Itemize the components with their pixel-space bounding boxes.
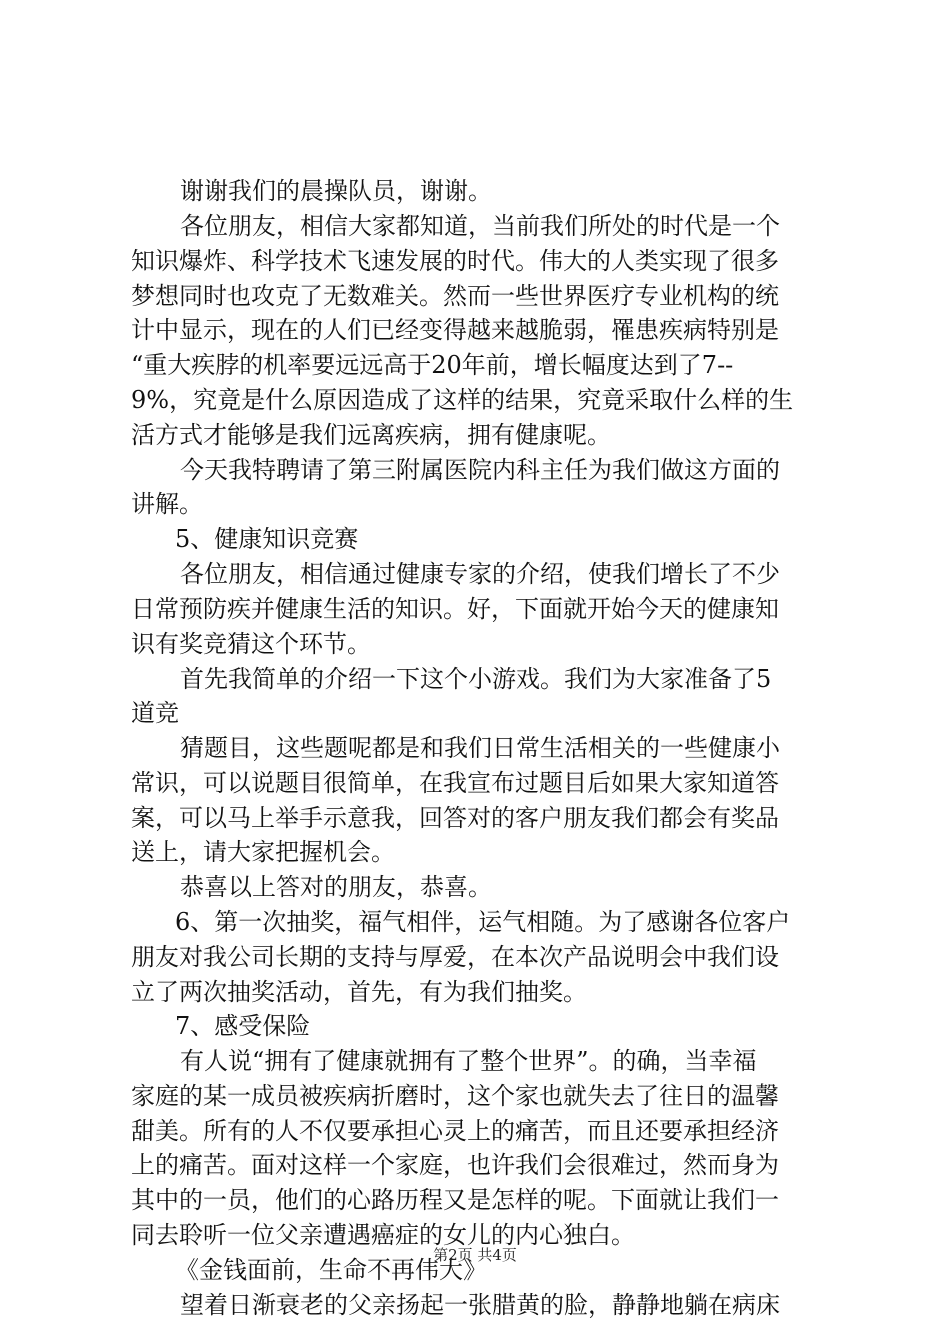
paragraph-line: 其中的一员，他们的心路历程又是怎样的呢。下面就让我们一 bbox=[131, 1186, 779, 1214]
paragraph-line: 甜美。所有的人不仅要承担心灵上的痛苦，而且还要承担经济 bbox=[131, 1117, 779, 1145]
paragraph-line: 今天我特聘请了第三附属医院内科主任为我们做这方面的 bbox=[180, 456, 780, 484]
paragraph-line: 送上，请大家把握机会。 bbox=[131, 838, 395, 866]
paragraph-line: 各位朋友，相信大家都知道，当前我们所处的时代是一个 bbox=[180, 212, 780, 240]
paragraph-line: 案，可以马上举手示意我，回答对的客户朋友我们都会有奖品 bbox=[131, 804, 779, 832]
paragraph-line: 6、第一次抽奖，福气相伴，运气相随。为了感谢各位客户 bbox=[175, 908, 791, 936]
paragraph-line: 谢谢我们的晨操队员，谢谢。 bbox=[180, 177, 492, 205]
paragraph-line: 上的痛苦。面对这样一个家庭，也许我们会很难过，然而身为 bbox=[131, 1151, 779, 1179]
section-heading: 5、健康知识竞赛 bbox=[175, 525, 359, 553]
paragraph-line: 活方式才能够是我们远离疾病，拥有健康呢。 bbox=[131, 421, 611, 449]
paragraph-line: 日常预防疾并健康生活的知识。好，下面就开始今天的健康知 bbox=[131, 595, 779, 623]
page-number-label: 第2页 共4页 bbox=[433, 1246, 517, 1264]
paragraph-line: 各位朋友，相信通过健康专家的介绍，使我们增长了不少 bbox=[180, 560, 780, 588]
paragraph-line: 恭喜以上答对的朋友，恭喜。 bbox=[180, 873, 492, 901]
paragraph-line: 9%，究竟是什么原因造成了这样的结果，究竟采取什么样的生 bbox=[131, 386, 794, 414]
paragraph-line: 家庭的某一成员被疾病折磨时，这个家也就失去了往日的温馨 bbox=[131, 1082, 779, 1110]
paragraph-line: 讲解。 bbox=[131, 490, 203, 518]
article-title: 《金钱面前，生命不再伟大》 bbox=[175, 1256, 487, 1284]
paragraph-line: 望着日渐衰老的父亲扬起一张腊黄的脸，静静地躺在病床 bbox=[180, 1291, 780, 1319]
paragraph-line: 道竞 bbox=[131, 699, 179, 727]
paragraph-line: “重大疾脖的机率要远远高于20年前，增长幅度达到了7-- bbox=[131, 351, 734, 379]
paragraph-line: 立了两次抽奖活动，首先，有为我们抽奖。 bbox=[131, 978, 587, 1006]
paragraph-line: 同去聆听一位父亲遭遇癌症的女儿的内心独白。 bbox=[131, 1221, 635, 1249]
paragraph-line: 计中显示，现在的人们已经变得越来越脆弱，罹患疾病特别是 bbox=[131, 316, 779, 344]
page-footer bbox=[0, 1245, 950, 1265]
paragraph-line: 常识，可以说题目很简单，在我宣布过题目后如果大家知道答 bbox=[131, 769, 779, 797]
paragraph-line: 猜题目，这些题呢都是和我们日常生活相关的一些健康小 bbox=[180, 734, 780, 762]
paragraph-line: 识有奖竞猜这个环节。 bbox=[131, 630, 371, 658]
paragraph-line: 首先我简单的介绍一下这个小游戏。我们为大家准备了5 bbox=[180, 665, 772, 693]
section-heading: 7、感受保险 bbox=[175, 1012, 311, 1040]
paragraph-line: 梦想同时也攻克了无数难关。然而一些世界医疗专业机构的统 bbox=[131, 282, 779, 310]
paragraph-line: 朋友对我公司长期的支持与厚爱，在本次产品说明会中我们设 bbox=[131, 943, 779, 971]
paragraph-line: 有人说“拥有了健康就拥有了整个世界”。的确，当幸福 bbox=[180, 1047, 757, 1075]
paragraph-line: 知识爆炸、科学技术飞速发展的时代。伟大的人类实现了很多 bbox=[131, 247, 779, 275]
